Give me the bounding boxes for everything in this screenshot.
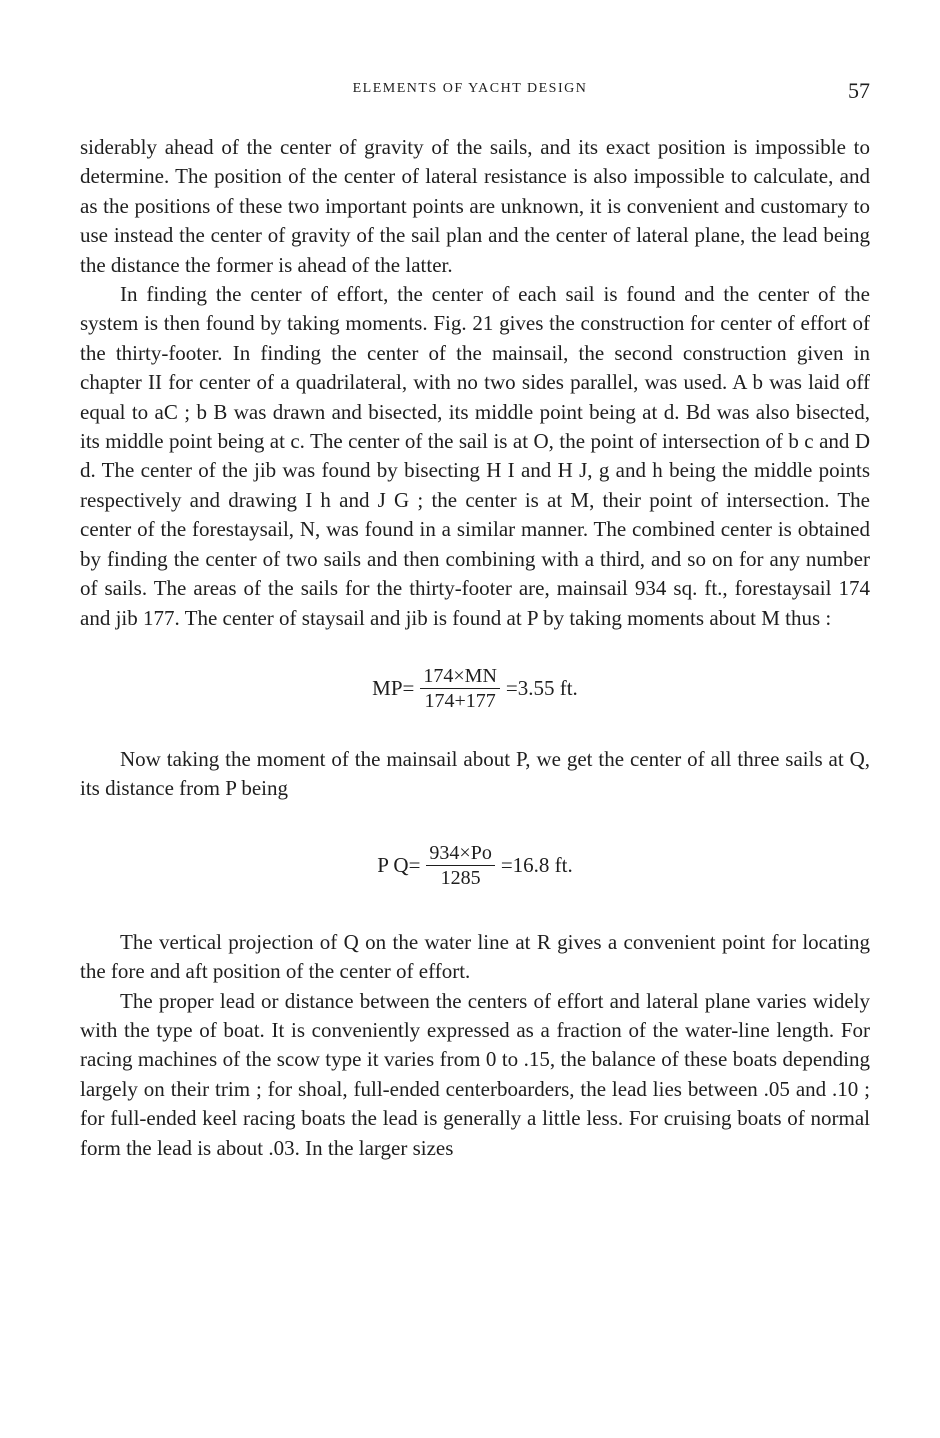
equation-pq-denominator: 1285 xyxy=(440,867,481,890)
equation-mp-lhs: MP= xyxy=(372,676,415,701)
page-number: 57 xyxy=(848,78,870,103)
paragraph-moment-mainsail: Now taking the moment of the mainsail about P, we get the center of all three sails at Q, its distance from P being xyxy=(80,746,870,801)
equation-pq-numerator: 934×Po xyxy=(426,841,494,866)
paragraph-vertical-projection: The vertical projection of Q on the water line at R gives a convenient point for locating the fore and aft position of the center of effort. xyxy=(80,929,870,984)
equation-mp-denominator: 174+177 xyxy=(424,690,496,713)
body-text xyxy=(80,133,870,1163)
equation-mp-fraction xyxy=(420,664,500,713)
equation-pq-rhs: =16.8 ft. xyxy=(500,853,573,878)
paragraph-continuation: siderably ahead of the center of gravity of the sails, and its exact position is impossible to determine. The position of the center of lateral resistance is also impossible to calculate, and as the positions of these two important points are unknown, it is convenient and customary to use instead the center of gravity of the sail plan and the center of lateral plane, the lead being the distance the former is ahead of the latter. xyxy=(80,135,870,277)
equation-mp-rhs: =3.55 ft. xyxy=(505,676,578,701)
equation-mp-numerator: 174×MN xyxy=(420,664,500,689)
paragraph-proper-lead: The proper lead or distance between the centers of effort and lateral plane varies widely with the type of boat. It is conveniently expressed as a fraction of the water-line length. For racing machines of the scow type it varies from 0 to .15, the balance of these boats depending largely on their trim ; for shoal, full-ended centerboarders, the lead lies between .05 and .10 ; for full-ended keel racing boats the lead is generally a little less. For cruising boats of normal form the lead is about .03. In the larger sizes xyxy=(80,988,870,1160)
equation-pq xyxy=(80,804,870,928)
equation-pq-lhs: P Q= xyxy=(377,853,421,878)
running-title: ELEMENTS OF YACHT DESIGN xyxy=(352,81,588,96)
running-head xyxy=(0,78,940,102)
equation-pq-fraction xyxy=(426,841,494,890)
equation-mp xyxy=(80,633,870,745)
paragraph-center-of-effort: In finding the center of effort, the center of each sail is found and the center of the system is then found by taking moments. Fig. 21 gives the construction for center of effort of the thirty-footer. In finding the center of the mainsail, the second construction given in chapter II for center of a quadrilateral, with no two sides parallel, was used. A b was laid off equal to aC ; b B was drawn and bisected, its middle point being at d. Bd was also bisected, its middle point being at c. The center of the sail is at O, the point of intersection of b c and D d. The center of the jib was found by bisecting H I and H J, g and h being the middle points respectively and drawing I h and J G ; the center is at M, their point of intersection. The center of the forestaysail, N, was found in a similar manner. The combined center is obtained by finding the center of two sails and then combining with a third, and so on for any number of sails. The areas of the sails for the thirty-footer are, mainsail 934 sq. ft., forestaysail 174 and jib 177. The center of staysail and jib is found at P by taking moments about M thus : xyxy=(80,282,870,630)
